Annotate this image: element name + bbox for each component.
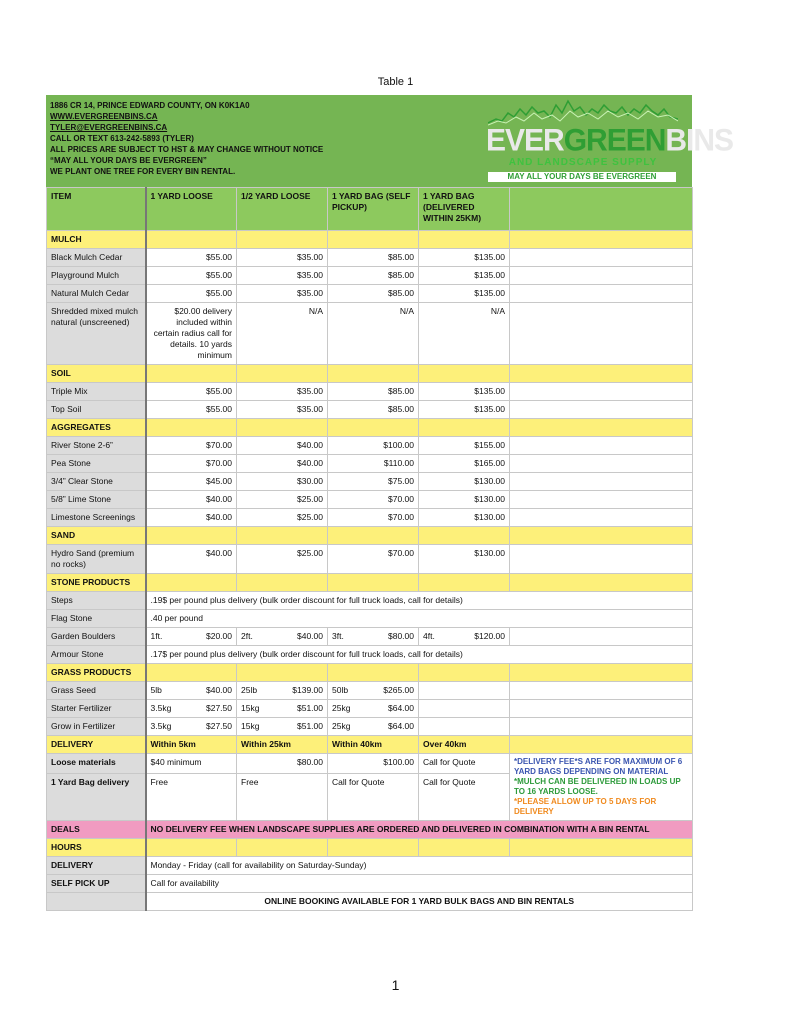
price-cell: $135.00 — [419, 383, 510, 401]
hours-text: Call for availability — [146, 875, 693, 893]
section-row — [47, 365, 693, 383]
section-row — [47, 839, 693, 857]
price-cell: $135.00 — [419, 249, 510, 267]
item-name: Armour Stone — [47, 646, 146, 664]
section-label: GRASS PRODUCTS — [47, 664, 146, 682]
table-row — [47, 473, 693, 491]
item-name: Starter Fertilizer — [47, 700, 146, 718]
price-cell: N/A — [237, 303, 328, 365]
price-note: .40 per pound — [146, 610, 693, 628]
deals-text: NO DELIVERY FEE WHEN LANDSCAPE SUPPLIES ARE ORDERED AND DELIVERED IN COMBINATION WITH A BIN RENTAL — [146, 821, 693, 839]
delivery-notes — [510, 754, 693, 821]
item-name: Shredded mixed mulch natural (unscreened) — [47, 303, 146, 365]
price-cell: $70.00 — [146, 455, 237, 473]
price-cell: $165.00 — [419, 455, 510, 473]
slogan: “MAY ALL YOUR DAYS BE EVERGREEN” — [50, 156, 207, 165]
price-cell: $135.00 — [419, 285, 510, 303]
table-row — [47, 682, 693, 700]
price-cell: 3ft. $80.00 — [328, 628, 419, 646]
item-name: Pea Stone — [47, 455, 146, 473]
item-name: SELF PICK UP — [47, 875, 146, 893]
item-name: Top Soil — [47, 401, 146, 419]
price-cell: $35.00 — [237, 249, 328, 267]
section-label: DELIVERY — [47, 736, 146, 754]
price-cell: N/A — [328, 303, 419, 365]
website-link[interactable]: WWW.EVERGREENBINS.CA — [50, 112, 158, 121]
table-row — [47, 646, 693, 664]
price-cell: $25.00 — [237, 509, 328, 527]
table-row — [47, 383, 693, 401]
item-name: Natural Mulch Cedar — [47, 285, 146, 303]
price-cell: $85.00 — [328, 285, 419, 303]
table-row — [47, 718, 693, 736]
price-cell: 1ft. $20.00 — [146, 628, 237, 646]
column-header: 1/2 YARD LOOSE — [237, 188, 328, 231]
price-cell: $35.00 — [237, 285, 328, 303]
phone: CALL OR TEXT 613-242-5893 (TYLER) — [50, 134, 194, 143]
price-cell: Call for Quote — [419, 774, 510, 821]
price-note: .19$ per pound plus delivery (bulk order discount for full truck loads, call for details) — [146, 592, 693, 610]
item-name: DELIVERY — [47, 857, 146, 875]
section-label: SOIL — [47, 365, 146, 383]
logo-tagline: MAY ALL YOUR DAYS BE EVERGREEN — [488, 172, 676, 182]
item-name: Loose materials — [47, 754, 146, 774]
deals-row — [47, 821, 693, 839]
table-row — [47, 249, 693, 267]
table-row — [47, 754, 693, 774]
price-cell: $40.00 — [146, 545, 237, 574]
price-cell: $130.00 — [419, 473, 510, 491]
email-link[interactable]: TYLER@EVERGREENBINS.CA — [50, 123, 168, 132]
price-cell: $40.00 — [146, 509, 237, 527]
item-name: Playground Mulch — [47, 267, 146, 285]
price-cell: $25.00 — [237, 491, 328, 509]
logo-wordmark: EVERGREENBINS — [486, 123, 734, 158]
column-header: 1 YARD BAG (SELF PICKUP) — [328, 188, 419, 231]
price-cell: Free — [146, 774, 237, 821]
price-cell: 50lb $265.00 — [328, 682, 419, 700]
table-caption: Table 1 — [377, 76, 414, 88]
table-row — [47, 285, 693, 303]
price-cell: 25kg $64.00 — [328, 700, 419, 718]
price-cell: 25lb $139.00 — [237, 682, 328, 700]
header-banner — [46, 95, 734, 187]
price-cell: 15kg $51.00 — [237, 700, 328, 718]
item-name: Hydro Sand (premium no rocks) — [47, 545, 146, 574]
price-note: .17$ per pound plus delivery (bulk order discount for full truck loads, call for details) — [146, 646, 693, 664]
price-cell: $55.00 — [146, 249, 237, 267]
price-table — [46, 187, 693, 911]
price-cell: $85.00 — [328, 249, 419, 267]
logo-subtitle: AND LANDSCAPE SUPPLY — [508, 157, 658, 168]
delivery-fee-note: *DELIVERY FEE*S ARE FOR MAXIMUM OF 6 YARD BAGS DEPENDING ON MATERIAL — [514, 757, 683, 776]
table-row — [47, 303, 693, 365]
price-cell: Free — [237, 774, 328, 821]
price-cell: N/A — [419, 303, 510, 365]
table-row — [47, 610, 693, 628]
price-cell: $130.00 — [419, 491, 510, 509]
table-row — [47, 437, 693, 455]
price-cell: $70.00 — [146, 437, 237, 455]
price-cell: 15kg $51.00 — [237, 718, 328, 736]
delivery-zone-header: Within 40km — [328, 736, 419, 754]
evergreen-bins-logo — [482, 97, 734, 185]
price-cell: $100.00 — [328, 437, 419, 455]
section-row — [47, 419, 693, 437]
price-cell: $40 minimum — [146, 754, 237, 774]
section-row — [47, 736, 693, 754]
price-cell: $130.00 — [419, 545, 510, 574]
price-notice: ALL PRICES ARE SUBJECT TO HST & MAY CHANGE WITHOUT NOTICE — [50, 145, 324, 154]
column-header: 1 YARD LOOSE — [146, 188, 237, 231]
hours-text: Monday - Friday (call for availability on Saturday-Sunday) — [146, 857, 693, 875]
price-cell: $100.00 — [328, 754, 419, 774]
contact-info — [50, 100, 323, 177]
price-cell: $45.00 — [146, 473, 237, 491]
item-name: 5/8” Lime Stone — [47, 491, 146, 509]
price-cell: Call for Quote — [419, 754, 510, 774]
section-row — [47, 664, 693, 682]
price-cell: $70.00 — [328, 509, 419, 527]
price-cell: $55.00 — [146, 401, 237, 419]
price-cell: $85.00 — [328, 383, 419, 401]
item-name: Triple Mix — [47, 383, 146, 401]
item-name: River Stone 2-6” — [47, 437, 146, 455]
section-label: MULCH — [47, 231, 146, 249]
table-row — [47, 893, 693, 911]
delivery-zone-header: Within 25km — [237, 736, 328, 754]
price-cell: $40.00 — [237, 455, 328, 473]
column-header-row — [47, 188, 693, 231]
price-cell: $35.00 — [237, 401, 328, 419]
section-label: HOURS — [47, 839, 146, 857]
item-name: Grow in Fertilizer — [47, 718, 146, 736]
table-row — [47, 455, 693, 473]
price-cell: $70.00 — [328, 545, 419, 574]
table-row — [47, 267, 693, 285]
price-cell: Call for Quote — [328, 774, 419, 821]
price-cell: $85.00 — [328, 401, 419, 419]
price-cell: 2ft. $40.00 — [237, 628, 328, 646]
table-row — [47, 857, 693, 875]
address: 1886 CR 14, PRINCE EDWARD COUNTY, ON K0K1A0 — [50, 101, 250, 110]
price-cell: $20.00 delivery included within certain radius call for details. 10 yards minimum — [146, 303, 237, 365]
section-label: SAND — [47, 527, 146, 545]
column-header — [510, 188, 693, 231]
price-cell: $25.00 — [237, 545, 328, 574]
price-cell: $85.00 — [328, 267, 419, 285]
table-row — [47, 592, 693, 610]
tree-pledge: WE PLANT ONE TREE FOR EVERY BIN RENTAL. — [50, 167, 236, 176]
column-header: ITEM — [47, 188, 146, 231]
page-number: 1 — [391, 977, 400, 993]
price-cell: $135.00 — [419, 401, 510, 419]
price-cell: $130.00 — [419, 509, 510, 527]
item-name: Steps — [47, 592, 146, 610]
table-row — [47, 875, 693, 893]
section-label: STONE PRODUCTS — [47, 574, 146, 592]
price-cell: $35.00 — [237, 267, 328, 285]
table-row — [47, 509, 693, 527]
table-row — [47, 545, 693, 574]
price-cell: $30.00 — [237, 473, 328, 491]
mulch-load-note: *MULCH CAN BE DELIVERED IN LOADS UP TO 16 YARDS LOOSE. — [514, 777, 681, 796]
item-name: Grass Seed — [47, 682, 146, 700]
price-cell: 25kg $64.00 — [328, 718, 419, 736]
table-row — [47, 401, 693, 419]
price-cell: $110.00 — [328, 455, 419, 473]
price-cell: $80.00 — [237, 754, 328, 774]
price-cell: $35.00 — [237, 383, 328, 401]
item-name: 1 Yard Bag delivery — [47, 774, 146, 821]
price-cell: $55.00 — [146, 267, 237, 285]
item-name: Limestone Screenings — [47, 509, 146, 527]
table-row — [47, 491, 693, 509]
price-cell: $155.00 — [419, 437, 510, 455]
price-cell: 4ft. $120.00 — [419, 628, 510, 646]
price-cell: $40.00 — [146, 491, 237, 509]
price-cell: $55.00 — [146, 285, 237, 303]
price-cell: 3.5kg $27.50 — [146, 700, 237, 718]
item-name: Flag Stone — [47, 610, 146, 628]
delivery-time-note: *PLEASE ALLOW UP TO 5 DAYS FOR DELIVERY — [514, 797, 657, 816]
section-row — [47, 527, 693, 545]
item-name: 3/4” Clear Stone — [47, 473, 146, 491]
section-label: AGGREGATES — [47, 419, 146, 437]
price-cell: $40.00 — [237, 437, 328, 455]
item-name: Black Mulch Cedar — [47, 249, 146, 267]
price-cell: $55.00 — [146, 383, 237, 401]
price-cell: 5lb $40.00 — [146, 682, 237, 700]
column-header: 1 YARD BAG (DELIVERED WITHIN 25KM) — [419, 188, 510, 231]
item-name: Garden Boulders — [47, 628, 146, 646]
booking-note: ONLINE BOOKING AVAILABLE FOR 1 YARD BULK BAGS AND BIN RENTALS — [146, 893, 693, 911]
price-cell: $135.00 — [419, 267, 510, 285]
table-row — [47, 700, 693, 718]
delivery-zone-header: Over 40km — [419, 736, 510, 754]
delivery-zone-header: Within 5km — [146, 736, 237, 754]
table-row — [47, 628, 693, 646]
section-row — [47, 231, 693, 249]
section-row — [47, 574, 693, 592]
price-cell: $75.00 — [328, 473, 419, 491]
section-label: DEALS — [47, 821, 146, 839]
price-cell: $70.00 — [328, 491, 419, 509]
price-cell: 3.5kg $27.50 — [146, 718, 237, 736]
